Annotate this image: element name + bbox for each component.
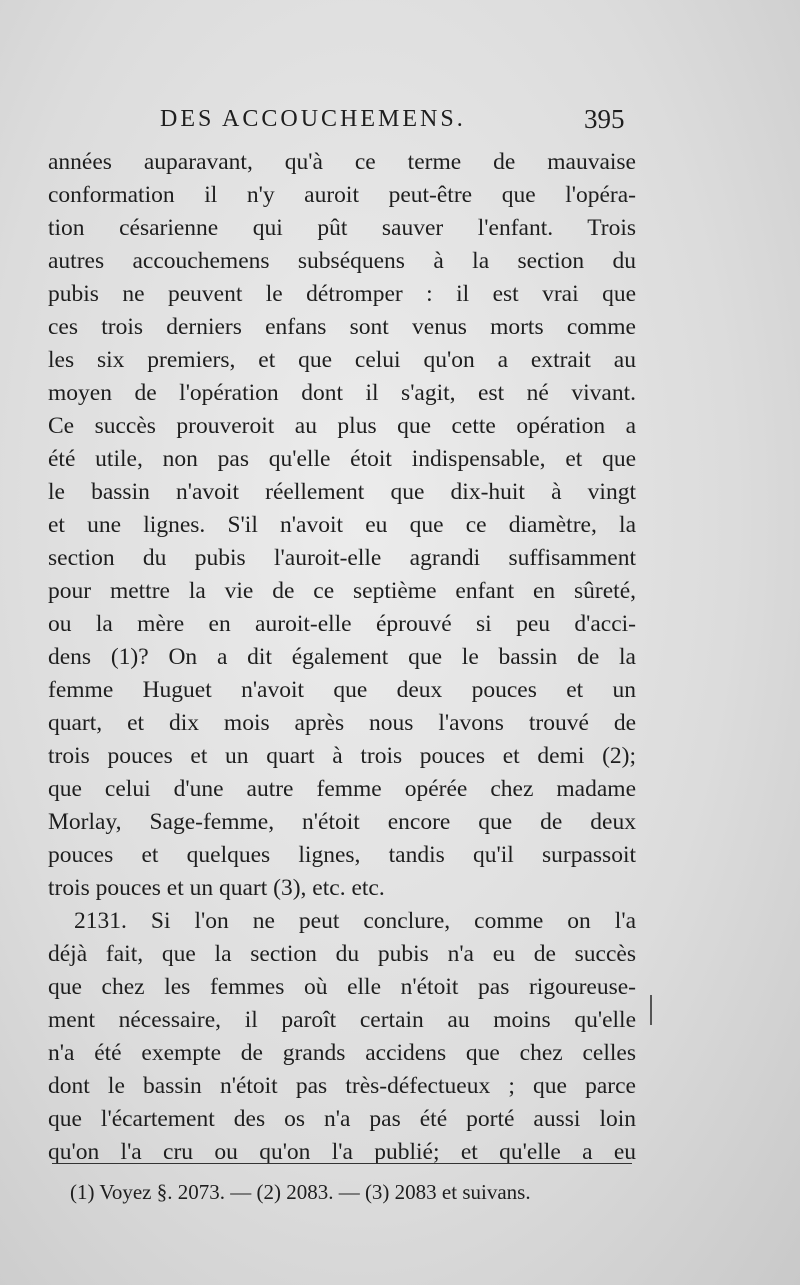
margin-mark: [650, 995, 652, 1025]
page-header: [56, 100, 636, 140]
text-line: section du pubis l'auroit-elle agrandi suffisamment: [48, 545, 636, 571]
text-line: autres accouchemens subséquens à la section du: [48, 248, 636, 274]
text-line: quart, et dix mois après nous l'avons trouvé de: [48, 710, 636, 736]
text-line: dens (1)? On a dit également que le bassin de la: [48, 644, 636, 670]
text-line: pour mettre la vie de ce septième enfant en sûreté,: [48, 578, 636, 604]
text-line: moyen de l'opération dont il s'agit, est né vivant.: [48, 380, 636, 406]
text-line: tion césarienne qui pût sauver l'enfant. Trois: [48, 215, 636, 241]
text-line: Ce succès prouveroit au plus que cette opération a: [48, 413, 636, 439]
text-line: que celui d'une autre femme opérée chez madame: [48, 776, 636, 802]
text-line: ou la mère en auroit-elle éprouvé si peu d'acci-: [48, 611, 636, 637]
text-line: que l'écartement des os n'a pas été porté aussi loin: [48, 1106, 636, 1132]
text-line: ment nécessaire, il paroît certain au moins qu'elle: [48, 1007, 636, 1033]
paragraph-start-line: 2131. Si l'on ne peut conclure, comme on l'a: [74, 908, 636, 934]
text-line: pubis ne peuvent le détromper : il est vrai que: [48, 281, 636, 307]
text-line: les six premiers, et que celui qu'on a extrait au: [48, 347, 636, 373]
footnote-rule: [52, 1163, 632, 1164]
text-line: trois pouces et un quart (3), etc. etc.: [48, 875, 385, 901]
text-line: et une lignes. S'il n'avoit eu que ce diamètre, la: [48, 512, 636, 538]
text-line: le bassin n'avoit réellement que dix-huit à vingt: [48, 479, 636, 505]
text-line: pouces et quelques lignes, tandis qu'il surpassoit: [48, 842, 636, 868]
running-head: DES ACCOUCHEMENS.: [160, 106, 466, 132]
text-line: qu'on l'a cru ou qu'on l'a publié; et qu'elle a eu: [48, 1139, 636, 1165]
page-number: 395: [584, 104, 625, 134]
text-line: conformation il n'y auroit peut-être que l'opéra-: [48, 182, 636, 208]
text-line: dont le bassin n'étoit pas très-défectueux ; que parce: [48, 1073, 636, 1099]
text-line: années auparavant, qu'à ce terme de mauvaise: [48, 149, 636, 175]
text-line: femme Huguet n'avoit que deux pouces et un: [48, 677, 636, 703]
text-line: été utile, non pas qu'elle étoit indispensable, et que: [48, 446, 636, 472]
footnote: (1) Voyez §. 2073. — (2) 2083. — (3) 2083 et suivans.: [70, 1180, 531, 1204]
text-line: trois pouces et un quart à trois pouces et demi (2);: [48, 743, 636, 769]
text-line: Morlay, Sage-femme, n'étoit encore que de deux: [48, 809, 636, 835]
text-line: ces trois derniers enfans sont venus morts comme: [48, 314, 636, 340]
text-line: n'a été exempte de grands accidens que chez celles: [48, 1040, 636, 1066]
text-line: déjà fait, que la section du pubis n'a eu de succès: [48, 941, 636, 967]
text-line: que chez les femmes où elle n'étoit pas rigoureuse-: [48, 974, 636, 1000]
